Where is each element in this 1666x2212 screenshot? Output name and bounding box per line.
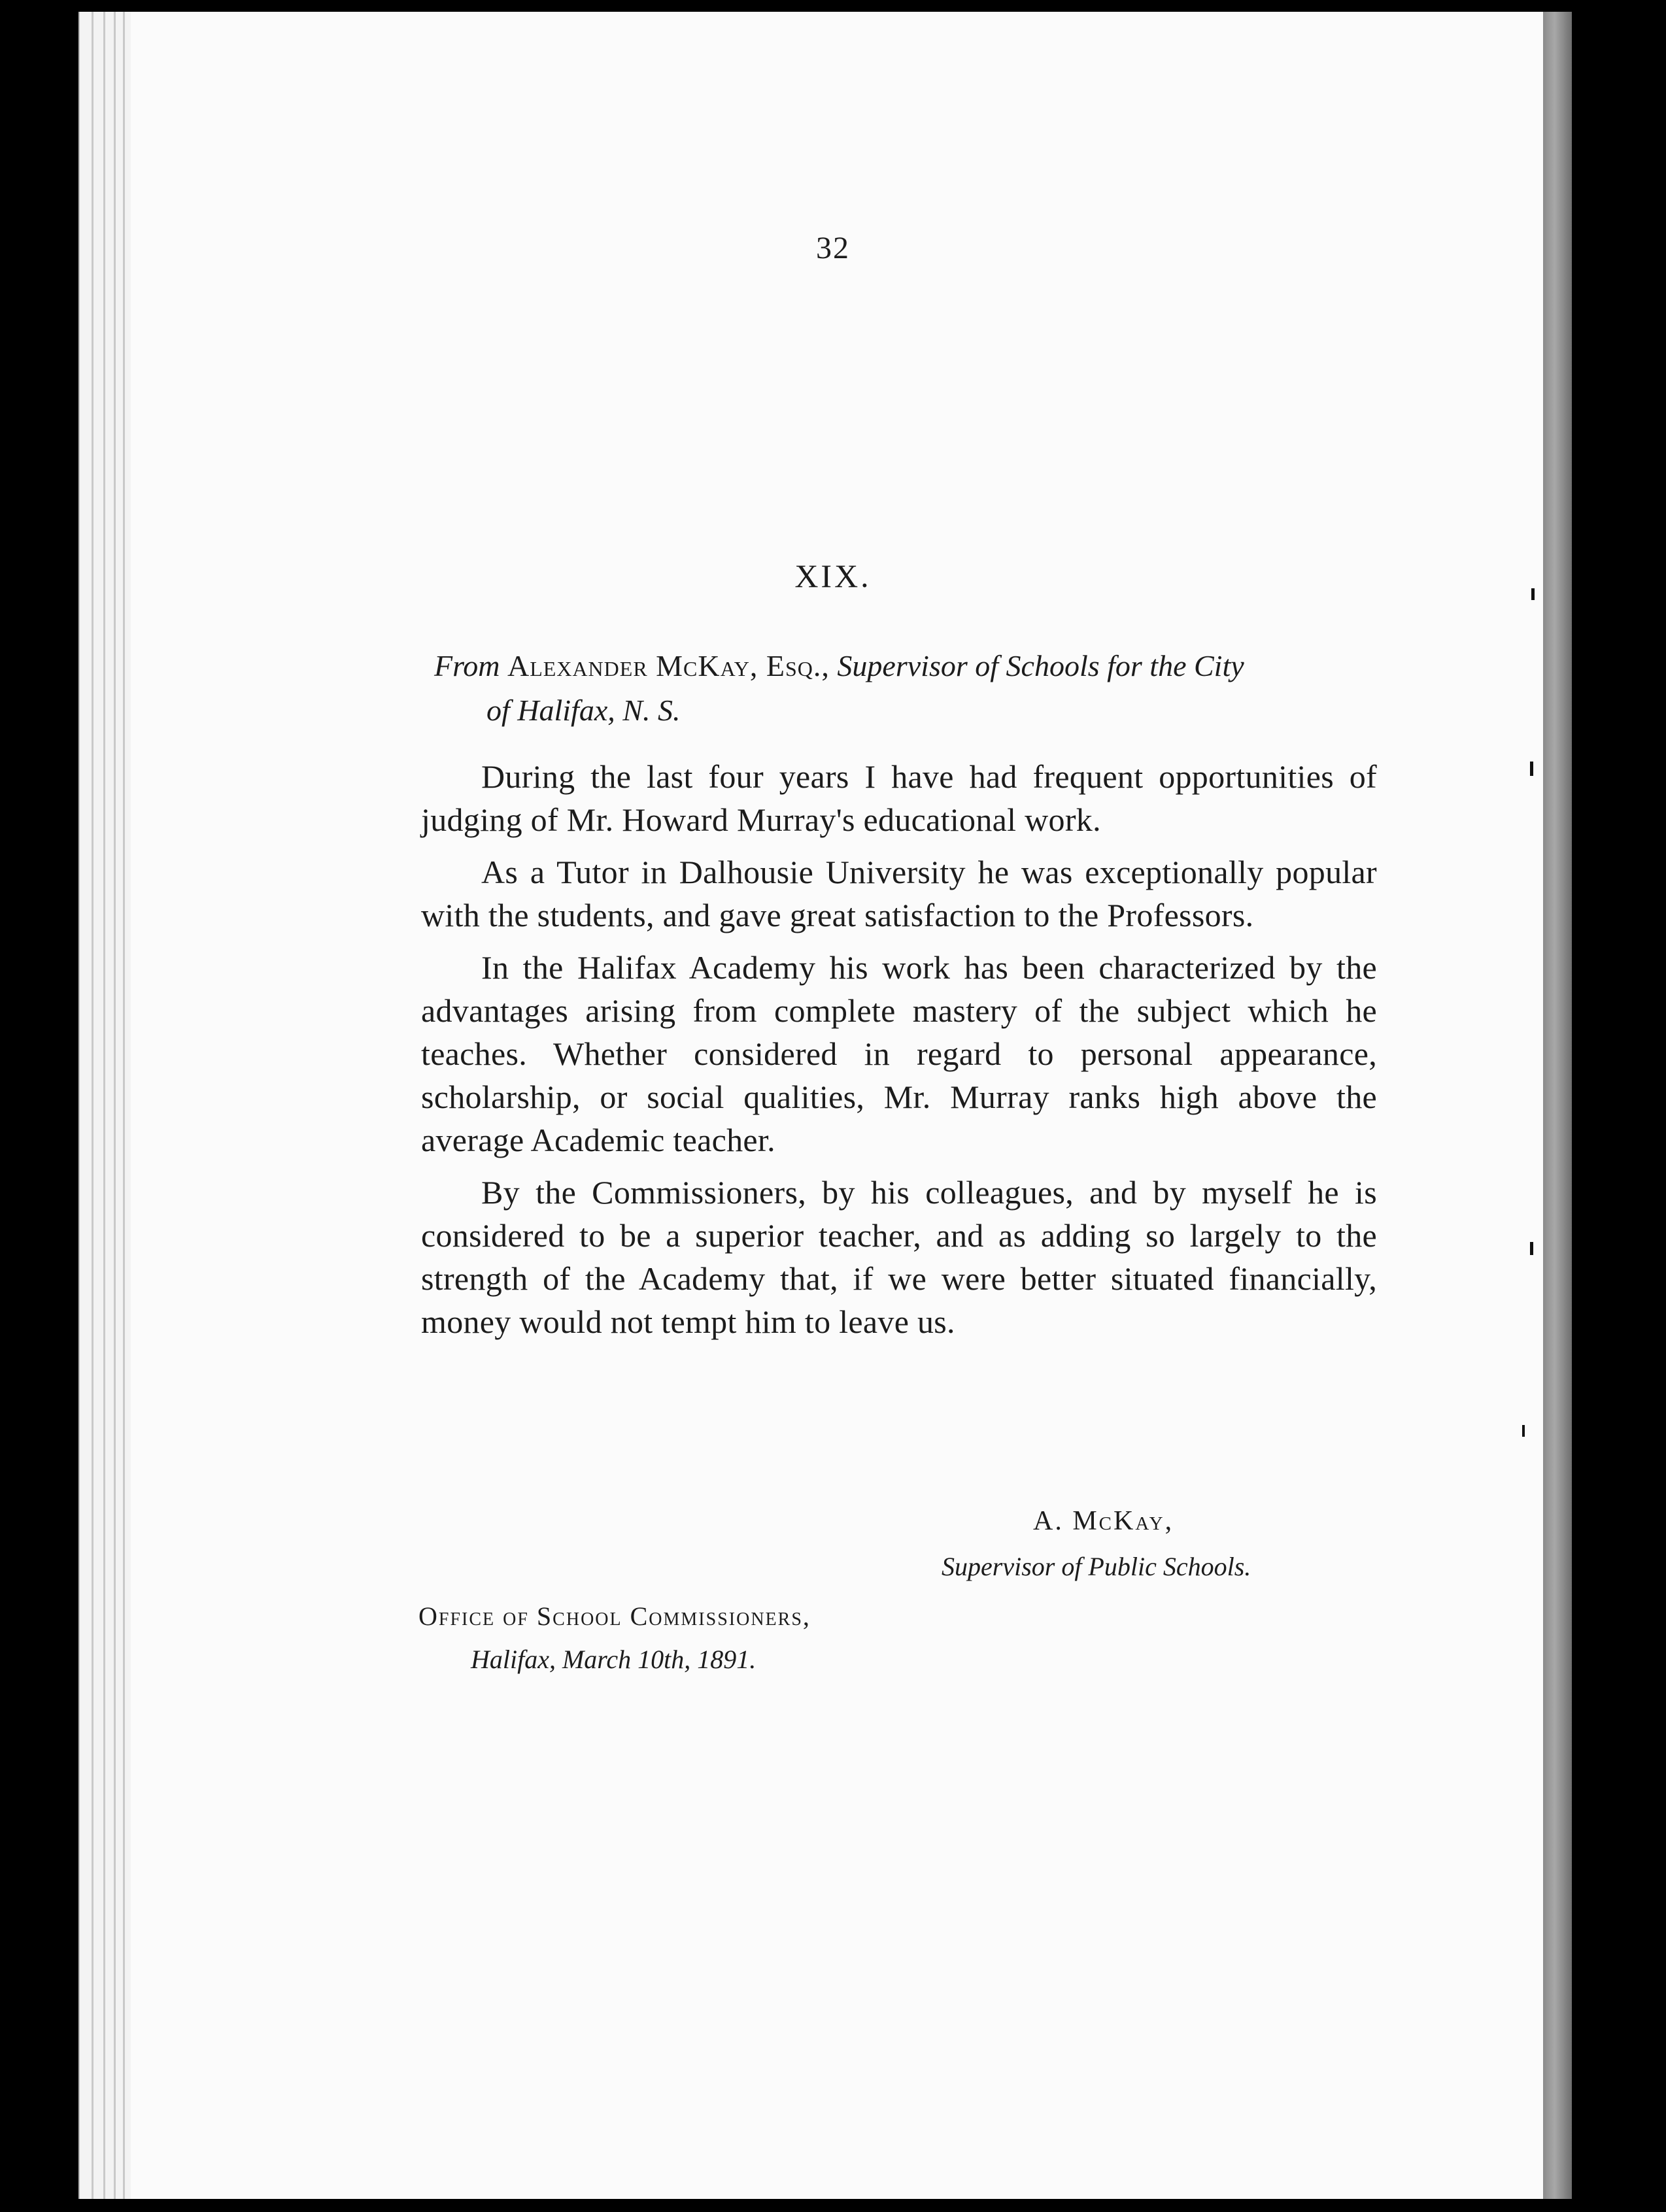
- book-binding-edge: [1543, 12, 1572, 2199]
- page-edge-line: [123, 12, 125, 2199]
- section-numeral: XIX.: [794, 558, 872, 594]
- attribution-from: From: [434, 649, 500, 682]
- signature-block: [942, 1498, 1334, 1590]
- paragraph: In the Halifax Academy his work has been characterized by the advantages arising from complete mastery of the subject which he teaches. Whether considered in regard to personal appearance, scholarship, or social qualities, Mr. Murray ranks high above the average Academic teacher.: [421, 949, 1377, 1158]
- page-edge-line: [103, 12, 105, 2199]
- page-edge-line: [114, 12, 116, 2199]
- office-name: Office of School Commissioners,: [418, 1601, 811, 1631]
- paragraph: During the last four years I have had frequent opportunities of judging of Mr. Howard Murray's educational work.: [421, 758, 1377, 838]
- office-place-date: Halifax, March 10th, 1891.: [471, 1645, 756, 1674]
- scan-speck: [1530, 1242, 1533, 1255]
- attribution-role: Supervisor of Schools for the City: [837, 649, 1244, 682]
- scan-speck: [1522, 1425, 1525, 1437]
- letter-body: [421, 755, 1377, 1352]
- attribution: [434, 644, 1389, 733]
- attribution-name: Alexander McKay, Esq.,: [507, 649, 830, 682]
- attribution-role-cont: of Halifax, N. S.: [486, 694, 681, 727]
- scan-speck: [1530, 762, 1533, 776]
- office-block: [418, 1595, 1007, 1681]
- paragraph: As a Tutor in Dalhousie University he was exceptionally popular with the students, and gave great satisfaction to the Professors.: [421, 854, 1377, 933]
- scan-speck: [1531, 588, 1535, 600]
- paragraph: By the Commissioners, by his colleagues, and by myself he is considered to be a superior teacher, and as adding so largely to the strength of the Academy that, if we were better situated financially, money would not tempt him to leave us.: [421, 1174, 1377, 1340]
- signatory-title: Supervisor of Public Schools.: [942, 1552, 1251, 1581]
- page-number: 32: [816, 231, 850, 265]
- scan-margin: [1572, 0, 1666, 2212]
- signatory-name: A. McKay,: [1033, 1506, 1174, 1536]
- page-edge-line: [92, 12, 94, 2199]
